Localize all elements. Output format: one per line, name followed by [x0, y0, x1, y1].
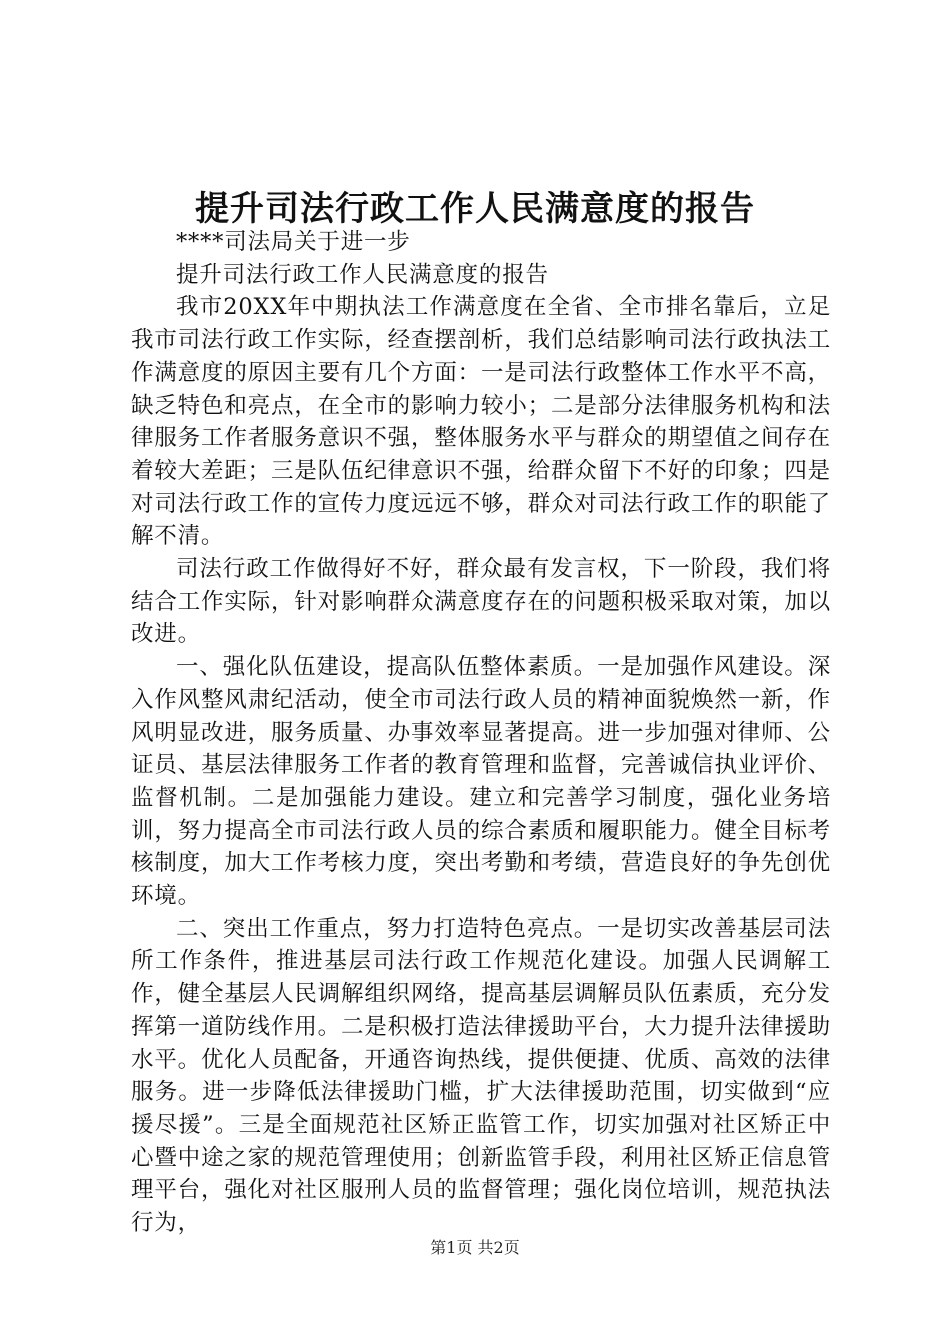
- paragraph-issuer: ****司法局关于进一步: [176, 229, 411, 255]
- document-body: [131, 226, 831, 1240]
- paragraph-section-one: 一、强化队伍建设，提高队伍整体素质。一是加强作风建设。深入作风整风肃纪活动，使全市司法行政人员的精神面貌焕然一新，作风明显改进，服务质量、办事效率显著提高。进一步加强对律师、公证员、基层法律服务工作者的教育管理和监督，完善诚信执业评价、监督机制。二是加强能力建设。建立和完善学习制度，强化业务培训，努力提高全市司法行政人员的综合素质和履职能力。健全目标考核制度，加大工作考核力度，突出考勤和考绩，营造良好的争先创优环境。: [131, 654, 831, 910]
- paragraph-section-two: 二、突出工作重点，努力打造特色亮点。一是切实改善基层司法所工作条件，推进基层司法行政工作规范化建设。加强人民调解工作，健全基层人民调解组织网络，提高基层调解员队伍素质，充分发挥第一道防线作用。二是积极打造法律援助平台，大力提升法律援助水平。优化人员配备，开通咨询热线，提供便捷、优质、高效的法律服务。进一步降低法律援助门槛，扩大法律援助范围，切实做到“应援尽援”。三是全面规范社区矫正监管工作，切实加强对社区矫正中心暨中途之家的规范管理使用；创新监管手段，利用社区矫正信息管理平台，强化对社区服刑人员的监督管理；强化岗位培训，规范执法行为，: [131, 915, 831, 1237]
- document-title: 提升司法行政工作人民满意度的报告: [195, 189, 755, 229]
- paragraph-subtitle: 提升司法行政工作人民满意度的报告: [176, 261, 549, 288]
- paragraph-intro: 我市20XX年中期执法工作满意度在全省、全市排名靠后，立足我市司法行政工作实际，经查摆剖析，我们总结影响司法行政执法工作满意度的原因主要有几个方面：一是司法行政整体工作水平不高，缺乏特色和亮点，在全市的影响力较小；二是部分法律服务机构和法律服务工作者服务意识不强，整体服务水平与群众的期望值之间存在着较大差距；三是队伍纪律意识不强，给群众留下不好的印象；四是对司法行政工作的宣传力度远远不够，群众对司法行政工作的职能了解不清。: [131, 294, 831, 550]
- page-number-footer: 第1页 共2页: [430, 1238, 520, 1257]
- paragraph-plan: 司法行政工作做得好不好，群众最有发言权，下一阶段，我们将结合工作实际，针对影响群众满意度存在的问题积极采取对策，加以改进。: [131, 556, 831, 648]
